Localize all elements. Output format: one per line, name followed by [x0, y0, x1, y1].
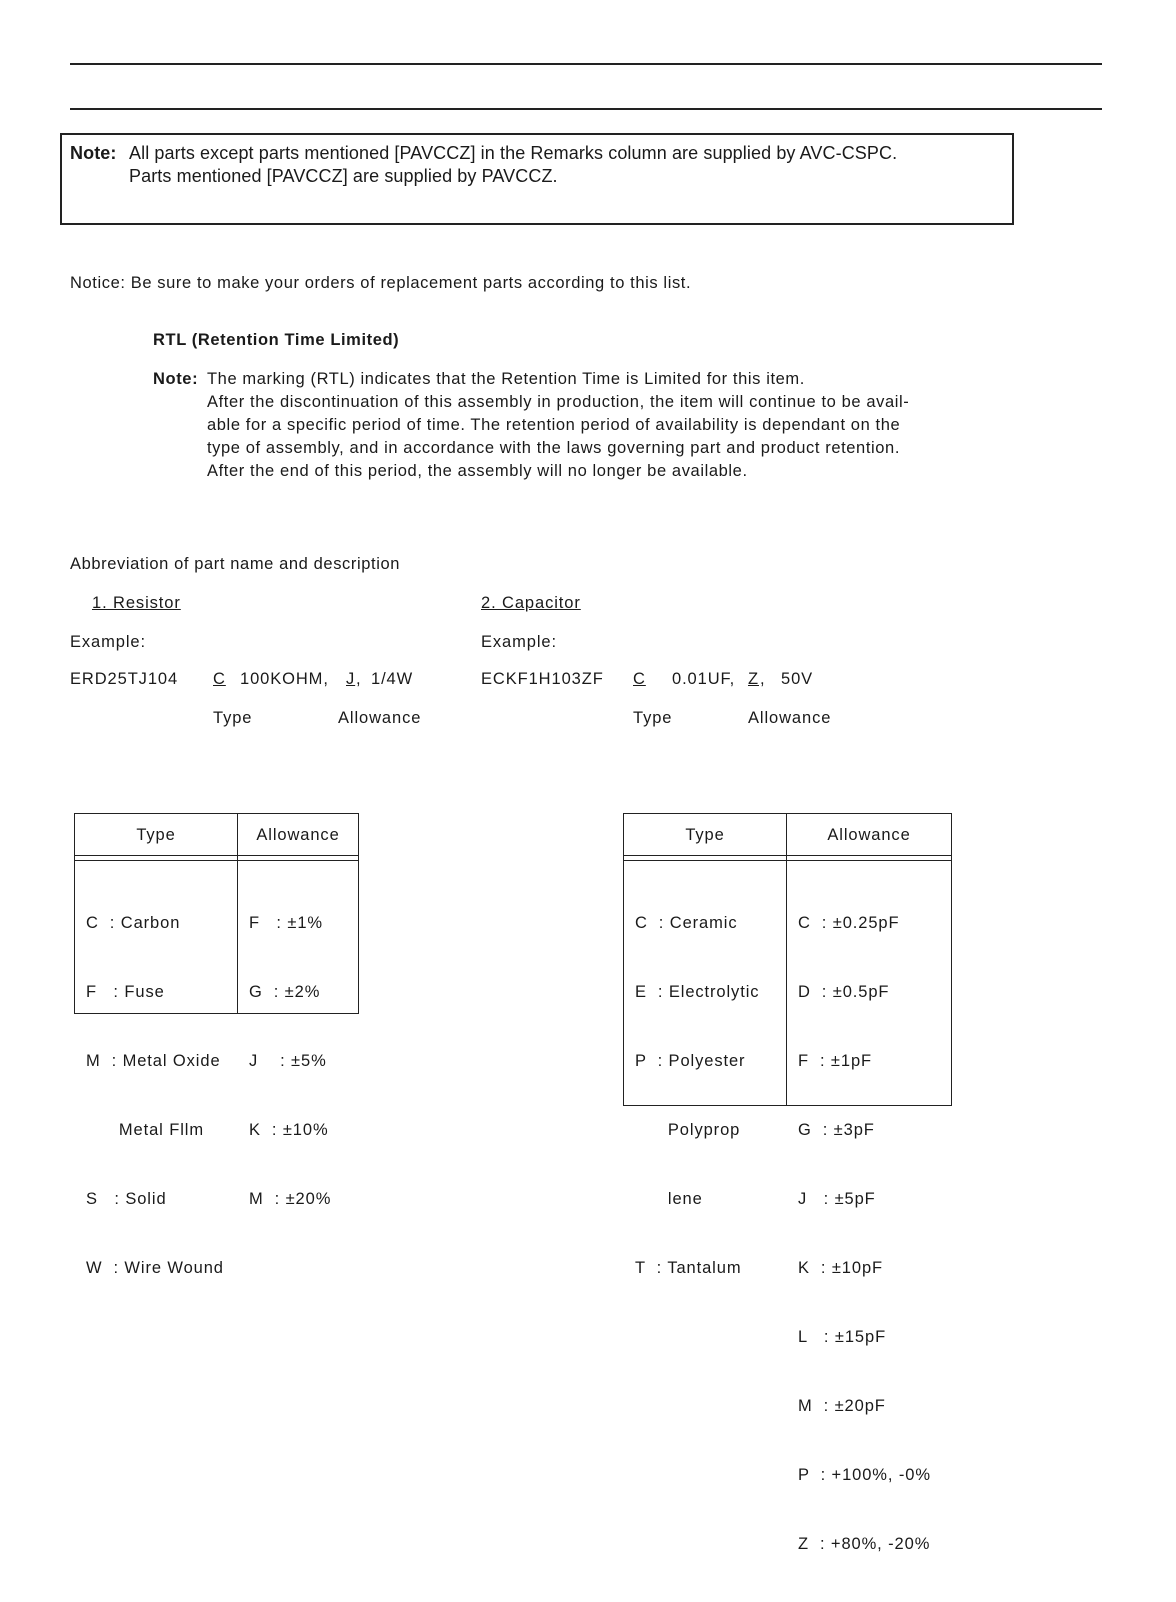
- table-header-rule: [75, 855, 358, 856]
- resistor-table-header-allowance: Allowance: [256, 826, 340, 844]
- capacitor-allowance-label: Allowance: [748, 709, 832, 727]
- note-label: Note:: [70, 143, 117, 163]
- list-item: F : ±1%: [249, 914, 324, 932]
- rtl-line-3: able for a specific period of time. The retention period of availability is dependant on the: [207, 416, 901, 434]
- list-item: E : Electrolytic: [635, 983, 760, 1001]
- table-header-rule: [624, 860, 951, 861]
- table-header-rule: [624, 855, 951, 856]
- resistor-table: [74, 813, 359, 1277]
- capacitor-type-code: C: [633, 670, 646, 688]
- capacitor-example-label: Example:: [481, 633, 557, 651]
- notice-text: Notice: Be sure to make your orders of replacement parts according to this list.: [70, 274, 692, 292]
- resistor-allowance-label: Allowance: [338, 709, 422, 727]
- capacitor-rating: 50V: [781, 670, 814, 688]
- list-item: Metal Fllm: [86, 1121, 204, 1139]
- resistor-types: [86, 866, 224, 1326]
- list-item: P : +100%, -0%: [798, 1466, 931, 1484]
- list-item: D : ±0.5pF: [798, 983, 890, 1001]
- top-rule-2: [70, 108, 1102, 110]
- list-item: C : ±0.25pF: [798, 914, 900, 932]
- capacitor-part-number: ECKF1H103ZF: [481, 670, 604, 688]
- list-item: J : ±5%: [249, 1052, 327, 1070]
- list-item: F : ±1pF: [798, 1052, 873, 1070]
- list-item: G : ±3pF: [798, 1121, 875, 1139]
- rtl-line-2: After the discontinuation of this assembly in production, the item will continue to be avail-: [207, 393, 910, 411]
- resistor-example-label: Example:: [70, 633, 146, 651]
- rtl-line-4: type of assembly, and in accordance with the laws governing part and product retention.: [207, 439, 901, 457]
- note-line-1: All parts except parts mentioned [PAVCCZ] in the Remarks column are supplied by AVC-CSPC.: [129, 143, 898, 163]
- note-line-2: Parts mentioned [PAVCCZ] are supplied by PAVCCZ.: [129, 166, 558, 186]
- list-item: P : Polyester: [635, 1052, 746, 1070]
- resistor-type-label: Type: [213, 709, 253, 727]
- capacitor-allowances: [798, 866, 931, 1602]
- capacitor-allowance-code: Z: [748, 670, 759, 688]
- list-item: C : Ceramic: [635, 914, 738, 932]
- list-item: S : Solid: [86, 1190, 167, 1208]
- table-column-divider: [786, 814, 787, 1105]
- table-header-rule: [75, 860, 358, 861]
- list-item: C : Carbon: [86, 914, 181, 932]
- rtl-note-label: Note:: [153, 370, 199, 388]
- list-item: W : Wire Wound: [86, 1259, 224, 1277]
- list-item: lene: [635, 1190, 703, 1208]
- top-rule-1: [70, 63, 1102, 65]
- rtl-line-5: After the end of this period, the assembly will no longer be available.: [207, 462, 748, 480]
- capacitor-table-header-type: Type: [685, 826, 725, 844]
- list-item: M : ±20pF: [798, 1397, 886, 1415]
- resistor-table-header-type: Type: [136, 826, 176, 844]
- capacitor-value: 0.01UF,: [672, 670, 736, 688]
- resistor-allowances: [249, 866, 331, 1257]
- resistor-value: 100KOHM,: [240, 670, 329, 688]
- list-item: Polyprop: [635, 1121, 741, 1139]
- capacitor-table: [623, 813, 952, 1553]
- list-item: J : ±5pF: [798, 1190, 876, 1208]
- capacitor-table-header-allowance: Allowance: [827, 826, 911, 844]
- list-item: Z : +80%, -20%: [798, 1535, 931, 1553]
- resistor-rating: 1/4W: [371, 670, 414, 688]
- abbreviation-title: Abbreviation of part name and description: [70, 555, 401, 573]
- resistor-type-code: C: [213, 670, 226, 688]
- capacitor-heading: 2. Capacitor: [481, 594, 581, 612]
- list-item: G : ±2%: [249, 983, 321, 1001]
- capacitor-comma: ,: [760, 670, 766, 688]
- rtl-title: RTL (Retention Time Limited): [153, 331, 400, 349]
- resistor-heading: 1. Resistor: [92, 594, 181, 612]
- note-box: [60, 133, 1014, 225]
- list-item: M : ±20%: [249, 1190, 332, 1208]
- list-item: K : ±10pF: [798, 1259, 884, 1277]
- resistor-allowance-code: J: [346, 670, 356, 688]
- rtl-line-1: The marking (RTL) indicates that the Retention Time is Limited for this item.: [207, 370, 805, 388]
- resistor-part-number: ERD25TJ104: [70, 670, 179, 688]
- capacitor-type-label: Type: [633, 709, 673, 727]
- list-item: L : ±15pF: [798, 1328, 887, 1346]
- resistor-comma: ,: [356, 670, 362, 688]
- capacitor-types: [635, 866, 759, 1326]
- list-item: K : ±10%: [249, 1121, 329, 1139]
- list-item: M : Metal Oxide: [86, 1052, 221, 1070]
- list-item: F : Fuse: [86, 983, 165, 1001]
- list-item: T : Tantalum: [635, 1259, 742, 1277]
